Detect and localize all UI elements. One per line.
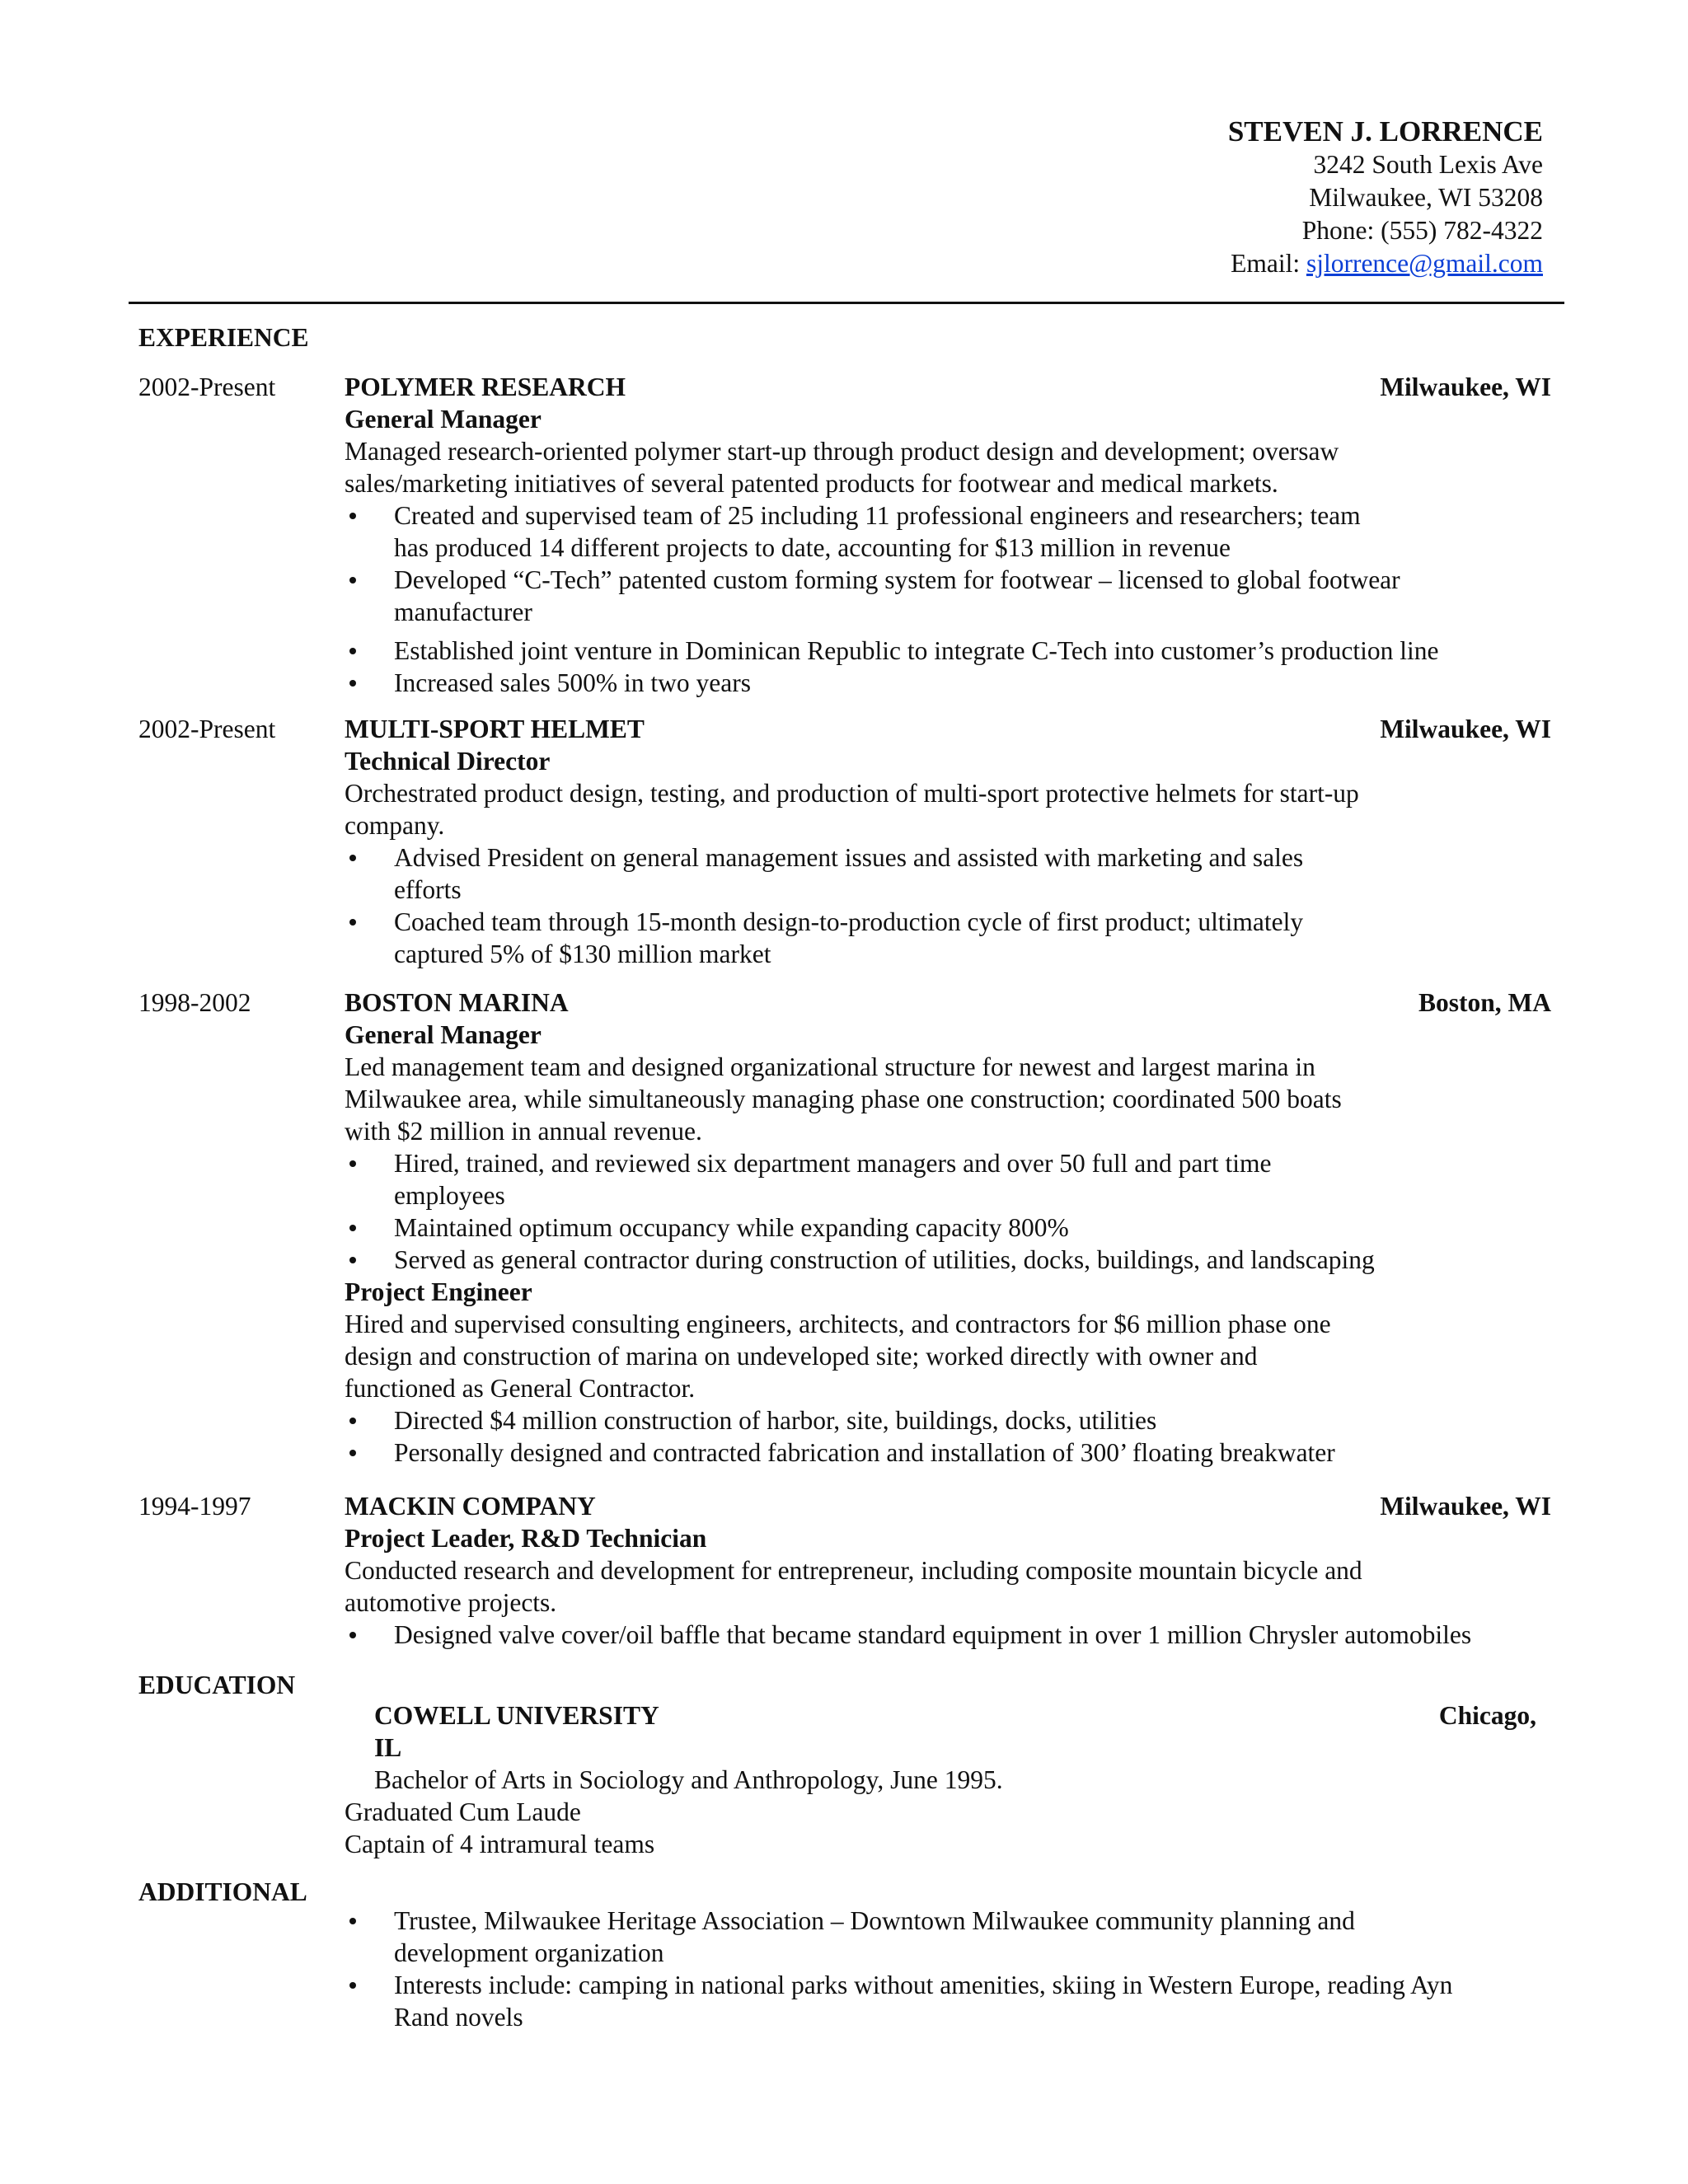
degree: Bachelor of Arts in Sociology and Anthropology, June 1995. [374,1765,1003,1794]
email-link[interactable]: sjlorrence@gmail.com [1306,249,1543,278]
job-location: Milwaukee, WI [1380,1492,1551,1521]
job-bullets-secondary [345,1404,1553,1469]
job-location: Milwaukee, WI [1380,373,1551,401]
list-item: Directed $4 million construction of harbor, site, buildings, docks, utilities [345,1404,1553,1436]
desc-line: design and construction of marina on undeveloped site; worked directly with owner and [345,1342,1258,1371]
job-header [345,713,1553,745]
list-item: Trustee, Milwaukee Heritage Association – Downtown Milwaukee community planning and development organization [345,1905,1553,1969]
list-item: Established joint venture in Dominican Republic to integrate C-Tech into customer’s production line [345,635,1553,667]
list-item: Personally designed and contracted fabrication and installation of 300’ floating breakwater [345,1436,1553,1469]
list-item: Advised President on general management issues and assisted with marketing and sales efforts [345,841,1553,906]
list-item: Created and supervised team of 25 including 11 professional engineers and researchers; team has produced 14 different projects to date, accounting for $13 million in revenue [345,499,1553,564]
address-line-2: Milwaukee, WI 53208 [1309,183,1543,212]
company-name: POLYMER RESEARCH [345,373,626,401]
company-name: BOSTON MARINA [345,988,569,1017]
school-location-continued: IL [374,1733,402,1762]
job-dates: 2002-Present [138,373,276,401]
list-item: Interests include: camping in national parks without amenities, skiing in Western Europe, reading Ayn Rand novels [345,1969,1553,2033]
job-dates: 1998-2002 [138,988,251,1017]
company-name: MULTI-SPORT HELMET [345,715,645,743]
desc-line: functioned as General Contractor. [345,1374,696,1403]
desc-line: sales/marketing initiatives of several patented products for footwear and medical markets. [345,469,1278,498]
address-line-1: 3242 South Lexis Ave [1313,150,1543,179]
list-item: Coached team through 15-month design-to-production cycle of first product; ultimately captured 5% of $130 million market [345,906,1553,970]
job-title: General Manager [345,1020,542,1049]
list-item: Increased sales 500% in two years [345,667,1553,699]
honor-line: Captain of 4 intramural teams [345,1830,655,1858]
list-item: Served as general contractor during construction of utilities, docks, buildings, and landscaping [345,1244,1553,1276]
candidate-name: STEVEN J. LORRENCE [1227,115,1543,148]
education-entry [374,1699,1536,1796]
list-item: Designed valve cover/oil baffle that became standard equipment in over 1 million Chrysler automobiles [345,1619,1553,1651]
job-bullets [345,841,1553,970]
job-title: General Manager [345,405,542,434]
job-entry-polymer-research [345,371,1553,699]
job-header [345,1490,1553,1522]
job-title: Technical Director [345,747,551,776]
email-label: Email: [1231,249,1306,278]
job-dates: 1994-1997 [138,1492,251,1521]
desc-line: with $2 million in annual revenue. [345,1117,702,1146]
job-entry-multi-sport-helmet [345,713,1553,970]
section-heading-additional: ADDITIONAL [138,1877,307,1906]
school-location: Chicago, [1438,1701,1536,1730]
job-location: Boston, MA [1418,988,1551,1017]
desc-line: Milwaukee area, while simultaneously managing phase one construction; coordinated 500 boats [345,1085,1342,1113]
job-header [345,371,1553,403]
job-location: Milwaukee, WI [1380,715,1551,743]
desc-line: Led management team and designed organizational structure for newest and largest marina in [345,1052,1315,1081]
phone: Phone: (555) 782-4322 [1301,216,1543,245]
school-name: COWELL UNIVERSITY [374,1701,659,1730]
company-name: MACKIN COMPANY [345,1492,596,1521]
desc-line: Managed research-oriented polymer start-up through product design and development; oversaw [345,437,1339,466]
job-entry-mackin-company [345,1490,1553,1651]
email-line [1231,247,1543,279]
header-divider [129,302,1564,304]
job-bullets [345,499,1553,699]
job-title: Project Leader, R&D Technician [345,1524,707,1553]
school-header [374,1699,1536,1732]
section-heading-education: EDUCATION [138,1671,296,1699]
job-bullets [345,1619,1553,1651]
section-heading-experience: EXPERIENCE [138,323,309,352]
honor-line: Graduated Cum Laude [345,1797,581,1826]
job-description [345,1554,1553,1619]
list-item: Hired, trained, and reviewed six department managers and over 50 full and part time employees [345,1147,1553,1212]
job-dates: 2002-Present [138,715,276,743]
job-description [345,1051,1553,1147]
job-description-secondary [345,1308,1553,1404]
desc-line: Conducted research and development for entrepreneur, including composite mountain bicycle and [345,1556,1362,1585]
job-description [345,777,1553,841]
list-item: Maintained optimum occupancy while expanding capacity 800% [345,1212,1553,1244]
job-header [345,987,1553,1019]
additional-bullets [345,1905,1553,2033]
job-description [345,435,1553,499]
list-item: Developed “C-Tech” patented custom forming system for footwear – licensed to global footwear manufacturer [345,564,1553,628]
desc-line: Orchestrated product design, testing, and production of multi-sport protective helmets for start-up [345,779,1359,808]
job-entry-boston-marina [345,987,1553,1469]
desc-line: Hired and supervised consulting engineers, architects, and contractors for $6 million phase one [345,1310,1331,1338]
additional-list [345,1905,1553,2033]
desc-line: automotive projects. [345,1588,557,1617]
desc-line: company. [345,811,445,840]
job-bullets [345,1147,1553,1276]
job-title-secondary: Project Engineer [345,1277,532,1306]
